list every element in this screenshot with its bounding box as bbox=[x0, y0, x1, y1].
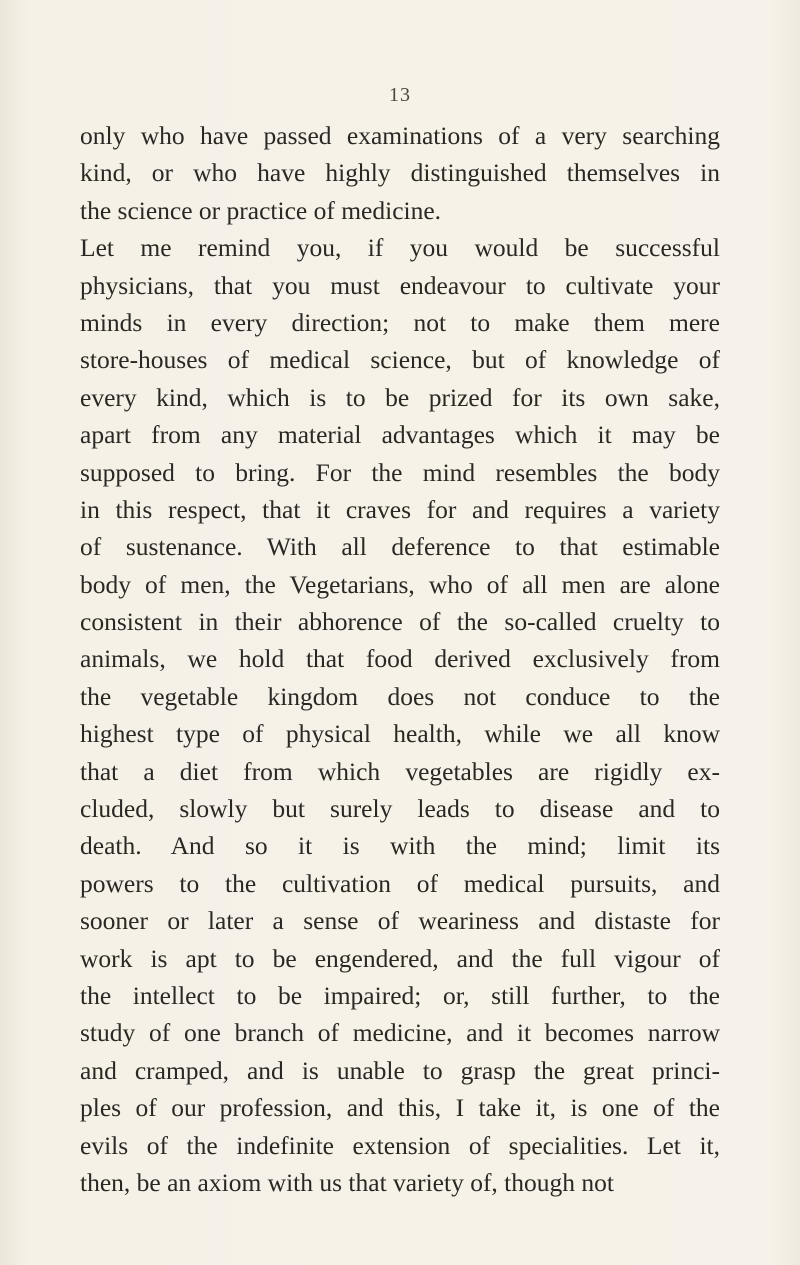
text-line: and cramped, and is unable to grasp the great princi- bbox=[80, 1055, 720, 1085]
text-line: Let me remind you, if you would be successful bbox=[80, 233, 720, 263]
text-line: minds in every direction; not to make them mere bbox=[80, 307, 720, 337]
text-line: only who have passed examinations of a very searching bbox=[80, 121, 720, 150]
text-line: that a diet from which vegetables are rigidly ex- bbox=[80, 756, 720, 786]
text-line: the science or practice of medicine. bbox=[80, 195, 442, 225]
text-line: sooner or later a sense of weariness and distaste for bbox=[80, 906, 720, 936]
text-line: body of men, the Vegetarians, who of all men are alone bbox=[80, 569, 720, 599]
text-line: highest type of physical health, while we all know bbox=[80, 719, 720, 749]
text-line: the intellect to be impaired; or, still further, to the bbox=[80, 980, 720, 1010]
text-line: death. And so it is with the mind; limit its bbox=[80, 831, 720, 861]
text-line: every kind, which is to be prized for its own sake, bbox=[80, 382, 720, 412]
text-line: ples of our profession, and this, I take it, is one of the bbox=[80, 1093, 720, 1123]
body-text bbox=[80, 117, 720, 1201]
text-line: supposed to bring. For the mind resembles the body bbox=[80, 457, 720, 487]
text-line: physicians, that you must endeavour to cultivate your bbox=[80, 270, 720, 300]
text-line: then, be an axiom with us that variety of, though not bbox=[80, 1167, 614, 1197]
text-line: animals, we hold that food derived exclusively from bbox=[80, 644, 720, 674]
text-line: apart from any material advantages which it may be bbox=[80, 420, 720, 450]
text-line: study of one branch of medicine, and it becomes narrow bbox=[80, 1018, 720, 1048]
text-line: evils of the indefinite extension of specialities. Let it, bbox=[80, 1130, 720, 1160]
text-line: cluded, slowly but surely leads to disease and to bbox=[80, 794, 720, 824]
text-line: kind, or who have highly distinguished themselves in bbox=[80, 158, 720, 188]
page-number: 13 bbox=[389, 84, 411, 106]
text-line: in this respect, that it craves for and requires a variety bbox=[80, 494, 720, 524]
text-line: store-houses of medical science, but of knowledge of bbox=[80, 345, 720, 375]
text-line: work is apt to be engendered, and the full vigour of bbox=[80, 943, 720, 973]
text-line: the vegetable kingdom does not conduce to the bbox=[80, 681, 720, 711]
text-line: consistent in their abhorence of the so-called cruelty to bbox=[80, 607, 720, 637]
text-line: of sustenance. With all deference to that estimable bbox=[80, 532, 720, 562]
text-line: powers to the cultivation of medical pursuits, and bbox=[80, 868, 720, 898]
